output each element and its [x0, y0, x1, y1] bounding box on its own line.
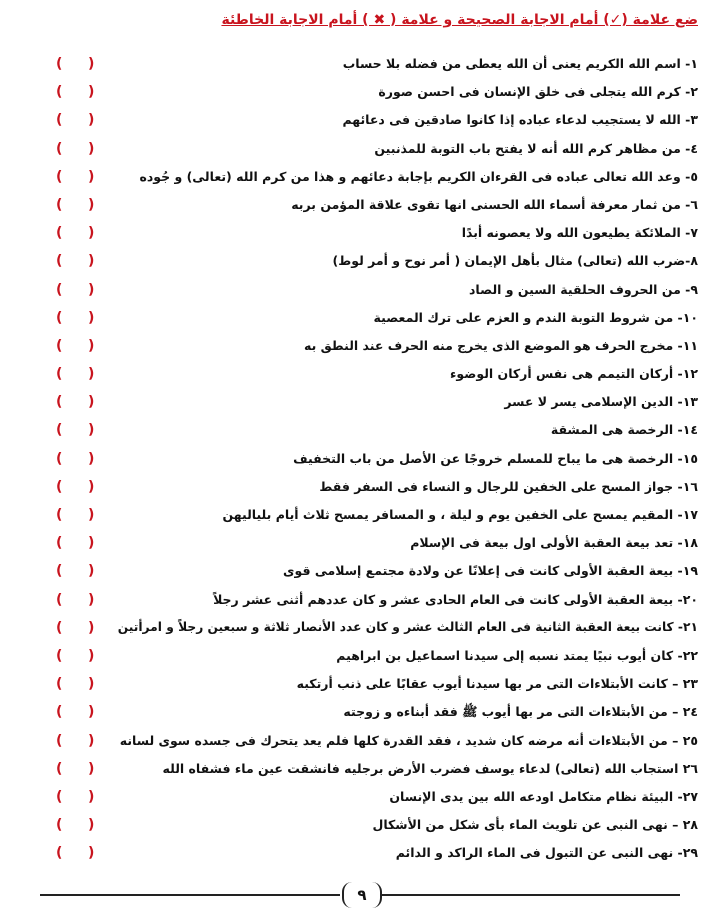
answer-paren-open: ( [56, 535, 63, 552]
page-footer [0, 880, 720, 910]
question-text: ٢١- كانت بيعة العقبة الثانية فى العام الثالث عشر و كان عدد الأنصار ثلاثة و سبعين رجلاً و امرأتين [117, 619, 698, 634]
answer-box[interactable] [48, 617, 102, 641]
answer-paren-close: ) [88, 56, 95, 72]
answer-paren-open: ( [56, 704, 63, 721]
question-text: ٢٥ – من الأبتلاءات أنه مرضه كان شديد ، فقد القدرة كلها فلم يعد يتحرك فى جسده سوى لسانه [119, 732, 698, 748]
answer-paren-close: ) [88, 168, 95, 185]
answer-paren-open: ( [56, 112, 63, 129]
question-row [0, 841, 720, 869]
question-text: ٢٦ استجاب الله (تعالى) لدعاء يوسف فضرب الأرض برجليه فانشقت عين ماء فشفاه الله [162, 760, 698, 776]
answer-box[interactable] [48, 786, 102, 810]
answer-paren-open: ( [56, 788, 63, 805]
question-text: ٢٠- بيعة العقبة الأولى كانت فى العام الحادى عشر و كان عددهم أثنى عشر رجلاً [213, 591, 698, 607]
question-row [0, 221, 720, 249]
answer-paren-close: ) [88, 196, 95, 213]
question-row [0, 672, 720, 700]
answer-paren-close: ) [88, 253, 95, 270]
answer-paren-open: ( [56, 309, 63, 326]
answer-box[interactable] [48, 391, 102, 415]
answer-box[interactable] [48, 166, 102, 190]
question-text: ٨-ضرب الله (تعالى) مثال بأهل الإيمان ( أمر نوح و أمر لوط) [332, 253, 698, 269]
answer-box[interactable] [48, 504, 102, 528]
answer-box[interactable] [48, 448, 102, 472]
answer-box[interactable] [48, 476, 102, 500]
answer-paren-open: ( [56, 478, 63, 495]
answer-paren-open: ( [56, 647, 63, 664]
question-row [0, 447, 720, 475]
answer-paren-close: ) [88, 704, 95, 721]
question-text: ٢- كرم الله يتجلى فى خلق الإنسان فى احسن صورة [378, 84, 698, 100]
question-list [0, 52, 720, 869]
answer-paren-open: ( [56, 337, 63, 354]
answer-paren-close: ) [88, 788, 95, 805]
question-row [0, 531, 720, 559]
answer-box[interactable] [48, 81, 102, 105]
footer-divider-left [40, 894, 340, 896]
answer-paren-close: ) [88, 619, 95, 636]
question-row [0, 475, 720, 503]
answer-paren-open: ( [56, 422, 63, 439]
answer-paren-open: ( [56, 563, 63, 580]
page-number: ٩ [342, 882, 382, 908]
answer-box[interactable] [48, 673, 102, 697]
question-row [0, 418, 720, 446]
answer-paren-open: ( [56, 225, 63, 242]
answer-box[interactable] [48, 645, 102, 669]
answer-box[interactable] [48, 194, 102, 218]
question-text: ٥- وعد الله تعالى عباده فى القرءان الكريم بإجابة دعائهم و هذا من كرم الله (تعالى) و جُوده [139, 168, 698, 184]
answer-box[interactable] [48, 758, 102, 782]
answer-paren-open: ( [56, 394, 63, 411]
question-row [0, 193, 720, 221]
question-text: ١١- مخرج الحرف هو الموضع الذى يخرج منه الحرف عند النطق به [304, 337, 698, 353]
answer-box[interactable] [48, 335, 102, 359]
answer-box[interactable] [48, 222, 102, 246]
question-text: ٢٩- نهى النبى عن التبول فى الماء الراكد و الدائم [395, 845, 698, 861]
answer-paren-close: ) [88, 281, 95, 298]
footer-divider-right [380, 894, 680, 896]
question-row [0, 700, 720, 728]
answer-paren-open: ( [56, 619, 63, 636]
answer-paren-close: ) [88, 535, 95, 552]
question-row [0, 165, 720, 193]
answer-box[interactable] [48, 814, 102, 838]
question-text: ٧- الملائكة يطيعون الله ولا يعصونه أبدًا [461, 225, 698, 241]
answer-paren-open: ( [56, 507, 63, 523]
answer-box[interactable] [48, 730, 102, 754]
answer-paren-close: ) [88, 647, 95, 664]
answer-paren-open: ( [56, 817, 63, 834]
answer-paren-open: ( [56, 845, 63, 862]
question-row [0, 80, 720, 108]
question-text: ١٠- من شروط التوبة الندم و العزم على ترك المعصية [373, 309, 698, 325]
answer-paren-close: ) [88, 394, 95, 411]
instructions-heading: ضع علامة (✓) أمام الاجابة الصحيحة و علامة ( ✖ ) أمام الاجابة الخاطئة [221, 12, 698, 28]
question-row [0, 729, 720, 757]
question-text: ١٤- الرخصة هى المشقة [550, 422, 698, 438]
question-row [0, 390, 720, 418]
question-row [0, 306, 720, 334]
question-row [0, 278, 720, 306]
question-row [0, 362, 720, 390]
question-row [0, 644, 720, 672]
question-text: ١٢- أركان التيمم هى نفس أركان الوضوء [450, 366, 698, 382]
answer-box[interactable] [48, 532, 102, 556]
answer-paren-open: ( [56, 140, 63, 157]
question-text: ١٩- بيعة العقبة الأولى كانت فى إعلانًا عن ولادة مجتمع إسلامى قوى [283, 563, 698, 579]
answer-paren-open: ( [56, 168, 63, 185]
question-text: ١٨- تعد بيعة العقبة الأولى اول بيعة فى الإسلام [410, 535, 698, 551]
answer-paren-close: ) [88, 676, 95, 693]
answer-paren-close: ) [88, 84, 95, 101]
answer-paren-close: ) [88, 478, 95, 495]
answer-paren-close: ) [88, 366, 95, 383]
answer-paren-close: ) [88, 140, 95, 157]
question-row [0, 757, 720, 785]
question-row [0, 137, 720, 165]
question-text: ٦- من ثمار معرفة أسماء الله الحسنى انها تقوى علاقة المؤمن بربه [291, 196, 698, 212]
answer-box[interactable] [48, 560, 102, 584]
question-text: ٢٤ – من الأبتلاءات التى مر بها أيوب ﷺ فقد أبناءه و زوجته [343, 704, 698, 720]
answer-paren-close: ) [88, 563, 95, 580]
answer-paren-open: ( [56, 732, 63, 749]
question-text: ٢٢- كان أيوب نبيًا يمتد نسبه إلى سيدنا اسماعيل بن ابراهيم [336, 647, 698, 663]
answer-box[interactable] [48, 842, 102, 866]
answer-box[interactable] [48, 109, 102, 133]
answer-paren-close: ) [88, 309, 95, 326]
answer-paren-close: ) [88, 422, 95, 439]
answer-paren-close: ) [88, 337, 95, 354]
question-text: ١- اسم الله الكريم يعنى أن الله يعطى من فضله بلا حساب [342, 56, 698, 71]
answer-box[interactable] [48, 138, 102, 162]
answer-paren-open: ( [56, 281, 63, 298]
answer-box[interactable] [48, 279, 102, 303]
question-text: ١٦- جواز المسح على الخفين للرجال و النساء فى السفر فقط [319, 478, 698, 494]
answer-paren-close: ) [88, 507, 95, 523]
answer-box[interactable] [48, 307, 102, 331]
answer-box[interactable] [48, 53, 102, 77]
answer-paren-open: ( [56, 760, 63, 777]
answer-paren-open: ( [56, 253, 63, 270]
answer-paren-close: ) [88, 817, 95, 834]
answer-paren-open: ( [56, 450, 63, 467]
question-row [0, 249, 720, 277]
answer-paren-close: ) [88, 845, 95, 862]
question-row [0, 616, 720, 644]
question-row [0, 588, 720, 616]
answer-paren-close: ) [88, 225, 95, 242]
question-text: ٤- من مظاهر كرم الله أنه لا يفتح باب التوبة للمذنبين [374, 140, 698, 156]
answer-box[interactable] [48, 589, 102, 613]
question-text: ٩- من الحروف الحلقية السين و الصاد [469, 281, 698, 297]
answer-paren-close: ) [88, 732, 95, 749]
question-text: ١٣- الدين الإسلامى يسر لا عسر [504, 394, 698, 410]
answer-paren-close: ) [88, 112, 95, 129]
answer-paren-open: ( [56, 366, 63, 383]
answer-paren-close: ) [88, 450, 95, 467]
answer-paren-close: ) [88, 760, 95, 777]
answer-box[interactable] [48, 419, 102, 443]
answer-paren-close: ) [88, 591, 95, 608]
question-text: ٢٨ – نهى النبى عن تلويث الماء بأى شكل من الأشكال [372, 817, 698, 833]
answer-paren-open: ( [56, 591, 63, 608]
answer-box[interactable] [48, 363, 102, 387]
answer-paren-open: ( [56, 84, 63, 101]
question-text: ٢٣ – كانت الأبتلاءات التى مر بها سيدنا أيوب عقابًا على ذنب أرتكبه [296, 676, 698, 692]
question-row [0, 334, 720, 362]
question-row [0, 785, 720, 813]
answer-paren-open: ( [56, 196, 63, 213]
question-text: ٢٧- البيئة نظام متكامل اودعه الله بين يدى الإنسان [389, 788, 698, 804]
question-row [0, 108, 720, 136]
answer-paren-open: ( [56, 56, 63, 72]
question-row [0, 503, 720, 531]
answer-box[interactable] [48, 250, 102, 274]
question-text: ١٧- المقيم يمسح على الخفين يوم و ليلة ، و المسافر يمسح ثلاث أيام بلياليهن [222, 507, 698, 522]
answer-paren-open: ( [56, 676, 63, 693]
answer-box[interactable] [48, 701, 102, 725]
question-row [0, 52, 720, 80]
question-text: ١٥- الرخصة هى ما يباح للمسلم خروجًا عن الأصل من باب التخفيف [293, 450, 698, 466]
question-text: ٣- الله لا يستجيب لدعاء عباده إذا كانوا صادقين فى دعائهم [342, 112, 698, 128]
question-row [0, 559, 720, 587]
question-row [0, 813, 720, 841]
